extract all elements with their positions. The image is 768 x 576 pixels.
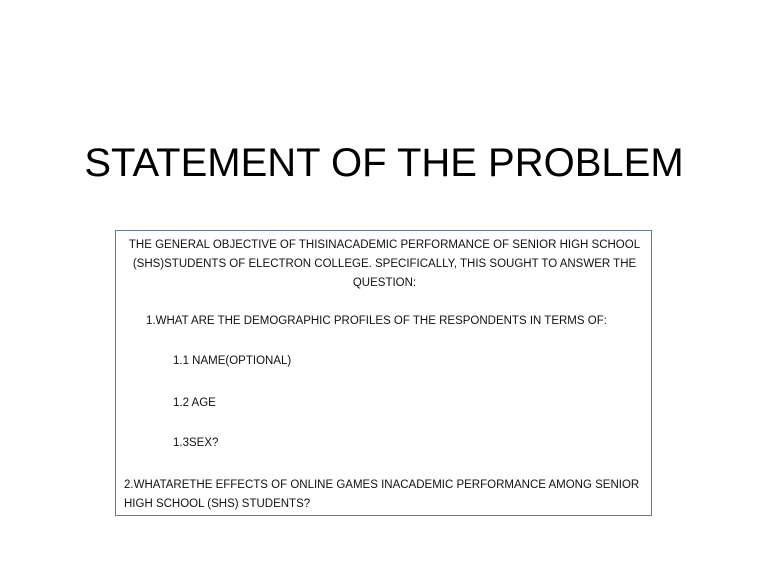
sub-item-sex: 1.3SEX? [173,437,219,449]
sub-item-age: 1.2 AGE [173,397,216,409]
slide-title: STATEMENT OF THE PROBLEM [84,141,684,185]
question-1: 1.WHAT ARE THE DEMOGRAPHIC PROFILES OF THE RESPONDENTS IN TERMS OF: [146,315,607,327]
question-2: 2.WHATARETHE EFFECTS OF ONLINE GAMES INACADEMIC PERFORMANCE AMONG SENIOR HIGH SCHOOL (SHS) STUDENTS? [124,479,640,510]
content-textbox [115,230,652,516]
objective-paragraph: THE GENERAL OBJECTIVE OF THISINACADEMIC PERFORMANCE OF SENIOR HIGH SCHOOL (SHS)STUDENTS OF ELECTRON COLLEGE. SPECIFICALLY, THIS SOUGHT TO ANSWER THE QUESTION: [128,239,641,289]
sub-item-name: 1.1 NAME(OPTIONAL) [173,355,292,367]
